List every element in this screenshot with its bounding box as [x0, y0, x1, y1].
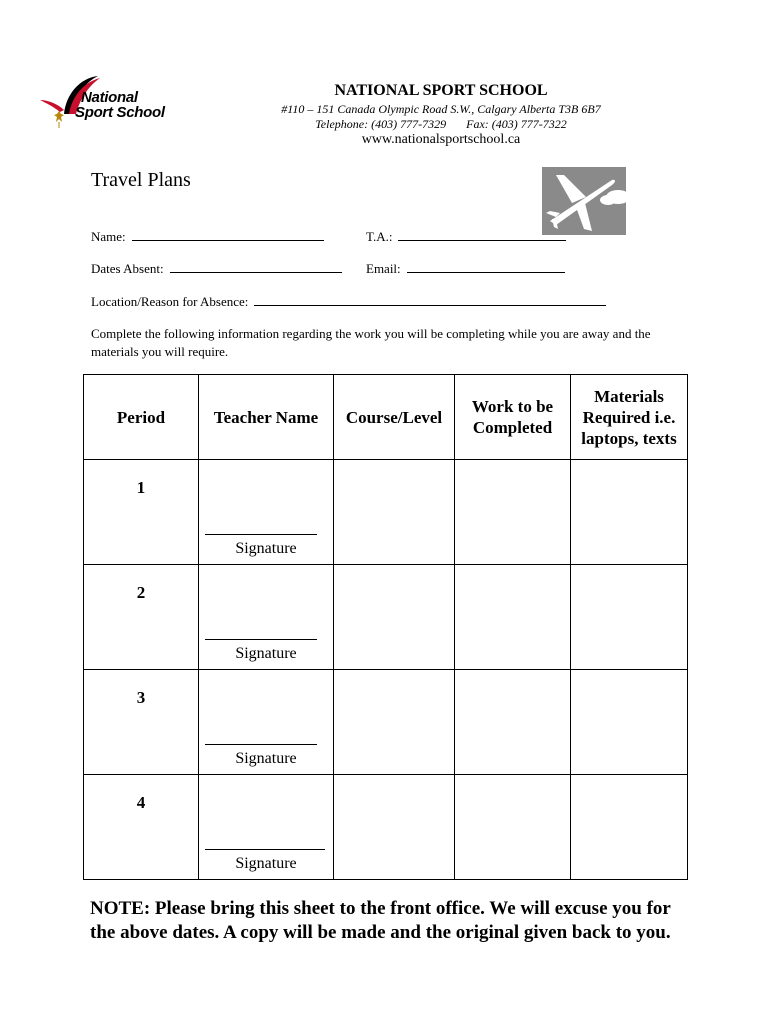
materials-cell[interactable]: [571, 565, 688, 670]
table-row: [84, 670, 688, 775]
materials-cell[interactable]: [571, 670, 688, 775]
period-cell: [84, 460, 199, 565]
airplane-icon: [542, 167, 626, 235]
name-input-line[interactable]: [132, 229, 324, 241]
header-teacher-name: Teacher Name: [199, 375, 334, 460]
period-cell: [84, 670, 199, 775]
course-level-cell[interactable]: [334, 670, 455, 775]
signature-line: [205, 849, 325, 850]
contact-numbers: [0, 117, 770, 132]
signature-label: Signature: [235, 645, 297, 662]
work-cell[interactable]: [455, 460, 571, 565]
work-cell[interactable]: [455, 775, 571, 880]
materials-cell[interactable]: [571, 460, 688, 565]
signature-label: Signature: [235, 750, 297, 767]
signature-line: [205, 534, 317, 535]
dates-absent-label: Dates Absent:: [91, 261, 164, 276]
ta-label: T.A.:: [366, 229, 393, 244]
logo-text: National Sport School: [75, 89, 165, 121]
fax: Fax: (403) 777-7322: [466, 117, 567, 131]
dates-absent-field[interactable]: [91, 261, 342, 277]
page-title: Travel Plans: [91, 169, 191, 191]
signature-label: Signature: [235, 855, 297, 872]
header-work-to-be-completed: Work to be Completed: [455, 375, 571, 460]
email-input-line[interactable]: [407, 261, 565, 273]
school-name: NATIONAL SPORT SCHOOL: [334, 82, 548, 99]
period-number: 1: [136, 478, 146, 497]
instructions-text: Complete the following information regarding the work you will be completing while you are away and the materials you will require.: [91, 326, 651, 359]
period-number: 4: [136, 793, 146, 812]
signature-line: [205, 639, 317, 640]
table-row: [84, 565, 688, 670]
teacher-signature-cell[interactable]: [199, 460, 334, 565]
teacher-signature-cell[interactable]: [199, 565, 334, 670]
materials-cell[interactable]: [571, 775, 688, 880]
header-period: Period: [84, 375, 199, 460]
period-number: 2: [136, 583, 146, 602]
location-reason-field[interactable]: [91, 294, 606, 310]
school-address-block: [0, 102, 770, 132]
email-field[interactable]: [366, 261, 565, 277]
work-cell[interactable]: [455, 670, 571, 775]
period-cell: [84, 775, 199, 880]
dates-absent-input-line[interactable]: [170, 261, 342, 273]
signature-label: Signature: [235, 540, 297, 557]
school-website: www.nationalsportschool.ca: [361, 132, 521, 147]
email-label: Email:: [366, 261, 401, 276]
course-level-cell[interactable]: [334, 460, 455, 565]
ta-field[interactable]: [366, 229, 566, 245]
course-level-cell[interactable]: [334, 565, 455, 670]
name-label: Name:: [91, 229, 126, 244]
period-number: 3: [136, 688, 146, 707]
location-reason-label: Location/Reason for Absence:: [91, 294, 249, 309]
teacher-signature-cell[interactable]: [199, 775, 334, 880]
note-text: NOTE: Please bring this sheet to the front office. We will excuse you for the above dates. A copy will be made and the original given back to you.: [90, 898, 671, 943]
teacher-signature-cell[interactable]: [199, 670, 334, 775]
header-materials-required: Materials Required i.e. laptops, texts: [571, 375, 688, 460]
table-row: [84, 460, 688, 565]
header-course-level: Course/Level: [334, 375, 455, 460]
location-reason-input-line[interactable]: [254, 294, 606, 306]
table-header-row: [84, 375, 688, 460]
period-cell: [84, 565, 199, 670]
table-row: [84, 775, 688, 880]
ta-input-line[interactable]: [398, 229, 566, 241]
school-address: #110 – 151 Canada Olympic Road S.W., Calgary Alberta T3B 6B7: [281, 102, 601, 116]
travel-plan-table: [83, 374, 688, 880]
course-level-cell[interactable]: [334, 775, 455, 880]
work-cell[interactable]: [455, 565, 571, 670]
telephone: Telephone: (403) 777-7329: [315, 117, 447, 131]
signature-line: [205, 744, 317, 745]
name-field[interactable]: [91, 229, 324, 245]
